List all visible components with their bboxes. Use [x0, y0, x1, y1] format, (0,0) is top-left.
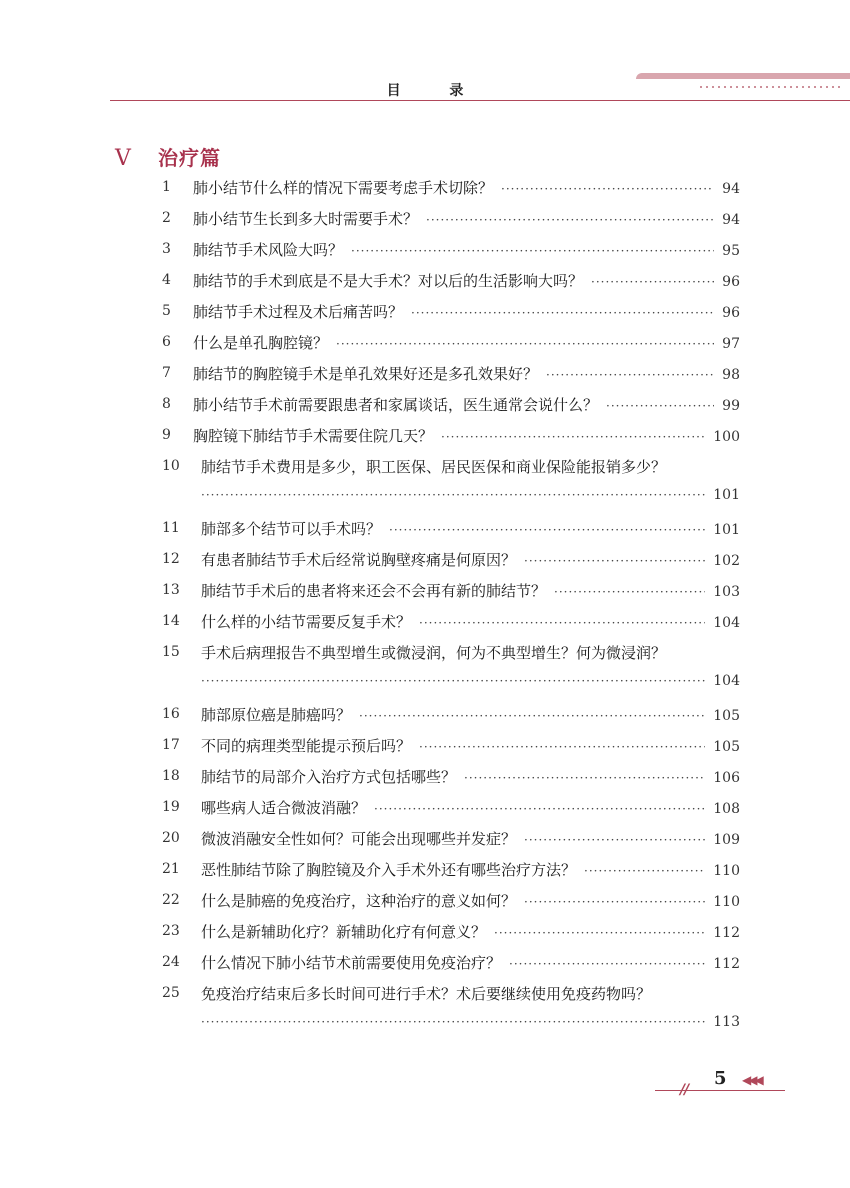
section-heading	[115, 142, 221, 171]
toc-item-title: 肺结节手术过程及术后痛苦吗？	[193, 303, 404, 321]
toc-item-number: 13	[162, 582, 180, 598]
toc-item[interactable]	[0, 762, 850, 793]
toc-item[interactable]	[0, 824, 850, 855]
toc-leader-dots	[524, 833, 705, 847]
toc-item-number: 18	[162, 768, 180, 784]
toc-leader-dots	[201, 488, 705, 502]
toc-item-title: 肺结节手术风险大吗？	[193, 241, 344, 259]
toc-item-title: 手术后病理报告不典型增生或微浸润，何为不典型增生？何为微浸润？	[201, 644, 667, 662]
toc-item-page: 112	[713, 956, 740, 972]
footer-arrows-icon: ◀◀◀	[742, 1073, 761, 1087]
toc-leader-dots	[546, 368, 714, 382]
toc-item[interactable]	[0, 948, 850, 979]
toc-leader-dots	[606, 399, 714, 413]
toc-item-title: 肺结节的手术到底是不是大手术？对以后的生活影响大吗？	[193, 272, 584, 290]
toc-item[interactable]	[0, 328, 850, 359]
toc-item-title: 肺结节的胸腔镜手术是单孔效果好还是多孔效果好？	[193, 365, 539, 383]
toc-leader-dots	[509, 957, 705, 971]
toc-item-page: 113	[713, 1014, 740, 1030]
toc-item-page: 109	[713, 832, 740, 848]
toc-leader-dots	[524, 895, 705, 909]
toc-item[interactable]	[0, 297, 850, 328]
toc-leader-dots	[374, 802, 705, 816]
toc-item-title: 什么是单孔胸腔镜？	[193, 334, 329, 352]
toc-item[interactable]	[0, 545, 850, 576]
toc-item-number: 2	[162, 210, 171, 226]
toc-item-page: 101	[713, 487, 740, 503]
toc-item-page: 98	[722, 367, 740, 383]
toc-item-number: 20	[162, 830, 180, 846]
toc-item[interactable]	[0, 514, 850, 545]
toc-item-number: 1	[162, 179, 171, 195]
toc-item-page: 96	[722, 305, 740, 321]
toc-item-title: 免疫治疗结束后多长时间可进行手术？术后要继续使用免疫药物吗？	[201, 985, 652, 1003]
toc-leader-dots	[441, 430, 705, 444]
toc-leader-dots	[494, 926, 705, 940]
toc-item[interactable]	[0, 979, 850, 1041]
toc-item-title: 肺小结节什么样的情况下需要考虑手术切除？	[193, 179, 494, 197]
header-rule	[110, 100, 850, 101]
toc-leader-dots	[591, 275, 714, 289]
toc-item-number: 17	[162, 737, 180, 753]
toc-leader-dots	[411, 306, 714, 320]
toc-item-number: 21	[162, 861, 180, 877]
toc-leader-dots	[359, 709, 705, 723]
toc-item-title: 什么样的小结节需要反复手术？	[201, 613, 412, 631]
toc-item-number: 16	[162, 706, 180, 722]
toc-item-number: 8	[162, 396, 171, 412]
toc-item-page: 110	[713, 863, 740, 879]
toc-item-title: 哪些病人适合微波消融？	[201, 799, 367, 817]
toc-item-page: 103	[713, 584, 740, 600]
toc-leader-dots	[426, 213, 714, 227]
toc-item[interactable]	[0, 855, 850, 886]
toc-item-number: 14	[162, 613, 180, 629]
toc-item-number: 15	[162, 644, 180, 660]
toc-item-page: 106	[713, 770, 740, 786]
toc-item[interactable]	[0, 390, 850, 421]
toc-item-number: 4	[162, 272, 171, 288]
toc-item[interactable]	[0, 576, 850, 607]
toc-leader-dots	[419, 616, 705, 630]
footer-slash-mark: //	[680, 1082, 689, 1098]
toc-item-page: 104	[713, 615, 740, 631]
toc-item-number: 9	[162, 427, 171, 443]
toc-item-page: 105	[713, 739, 740, 755]
toc-item[interactable]	[0, 359, 850, 390]
toc-item-title: 什么是新辅助化疗？新辅助化疗有何意义？	[201, 923, 487, 941]
toc-item-page: 108	[713, 801, 740, 817]
toc-item[interactable]	[0, 235, 850, 266]
toc-item-page: 97	[722, 336, 740, 352]
toc-leader-dots	[201, 1015, 705, 1029]
section-title: 治疗篇	[157, 146, 221, 170]
toc-item-title: 肺结节手术后的患者将来还会不会再有新的肺结节？	[201, 582, 547, 600]
footer-rule	[655, 1090, 785, 1091]
toc-item-title: 有患者肺结节手术后经常说胸壁疼痛是何原因？	[201, 551, 517, 569]
toc-item-page: 99	[722, 398, 740, 414]
toc-item-title: 胸腔镜下肺结节手术需要住院几天？	[193, 427, 434, 445]
toc-item-page: 94	[722, 212, 740, 228]
toc-item-number: 5	[162, 303, 171, 319]
toc-item[interactable]	[0, 421, 850, 452]
toc-item-title: 恶性肺结节除了胸腔镜及介入手术外还有哪些治疗方法？	[201, 861, 577, 879]
toc-item[interactable]	[0, 793, 850, 824]
toc-item-title: 肺小结节生长到多大时需要手术？	[193, 210, 419, 228]
toc-leader-dots	[351, 244, 714, 258]
toc-item-page: 110	[713, 894, 740, 910]
toc-item-title: 什么情况下肺小结节术前需要使用免疫治疗？	[201, 954, 502, 972]
header-decor-bar	[636, 73, 850, 79]
toc-item-number: 3	[162, 241, 171, 257]
toc-item[interactable]	[0, 886, 850, 917]
toc-item-number: 24	[162, 954, 180, 970]
toc-item-page: 94	[722, 181, 740, 197]
toc-item-number: 25	[162, 985, 180, 1001]
toc-leader-dots	[524, 554, 705, 568]
toc-item-number: 19	[162, 799, 180, 815]
toc-item[interactable]	[0, 173, 850, 204]
table-of-contents	[0, 173, 850, 1041]
toc-leader-dots	[389, 523, 705, 537]
toc-item-page: 112	[713, 925, 740, 941]
toc-item-number: 22	[162, 892, 180, 908]
toc-item-number: 23	[162, 923, 180, 939]
toc-item-page: 96	[722, 274, 740, 290]
toc-item-title: 微波消融安全性如何？可能会出现哪些并发症？	[201, 830, 517, 848]
toc-item-page: 100	[713, 429, 740, 445]
toc-item[interactable]	[0, 452, 850, 514]
toc-item-title: 不同的病理类型能提示预后吗？	[201, 737, 412, 755]
toc-item[interactable]	[0, 917, 850, 948]
toc-item[interactable]	[0, 700, 850, 731]
toc-item-title: 什么是肺癌的免疫治疗，这种治疗的意义如何？	[201, 892, 517, 910]
toc-leader-dots	[201, 674, 705, 688]
toc-item-number: 11	[162, 520, 180, 536]
toc-item[interactable]	[0, 607, 850, 638]
toc-item-title: 肺部多个结节可以手术吗？	[201, 520, 382, 538]
toc-item-title: 肺结节手术费用是多少，职工医保、居民医保和商业保险能报销多少？	[201, 458, 667, 476]
toc-leader-dots	[584, 864, 705, 878]
toc-item-page: 95	[722, 243, 740, 259]
section-number: V	[115, 146, 131, 171]
toc-item-title: 肺结节的局部介入治疗方式包括哪些？	[201, 768, 457, 786]
toc-item-page: 101	[713, 522, 740, 538]
toc-item-page: 104	[713, 673, 740, 689]
toc-item-number: 10	[162, 458, 180, 474]
toc-leader-dots	[501, 182, 714, 196]
toc-leader-dots	[419, 740, 705, 754]
toc-leader-dots	[464, 771, 705, 785]
toc-item-title: 肺小结节手术前需要跟患者和家属谈话，医生通常会说什么？	[193, 396, 599, 414]
toc-item[interactable]	[0, 204, 850, 235]
page-title: 目 录	[386, 83, 486, 99]
toc-item[interactable]	[0, 731, 850, 762]
toc-leader-dots	[336, 337, 714, 351]
toc-leader-dots	[554, 585, 705, 599]
toc-item-page: 105	[713, 708, 740, 724]
toc-item-number: 6	[162, 334, 171, 350]
toc-item-title: 肺部原位癌是肺癌吗？	[201, 706, 352, 724]
toc-item-number: 7	[162, 365, 171, 381]
toc-item[interactable]	[0, 266, 850, 297]
toc-item-number: 12	[162, 551, 180, 567]
toc-item[interactable]	[0, 638, 850, 700]
toc-item-page: 102	[713, 553, 740, 569]
page-number: 5	[714, 1068, 727, 1089]
